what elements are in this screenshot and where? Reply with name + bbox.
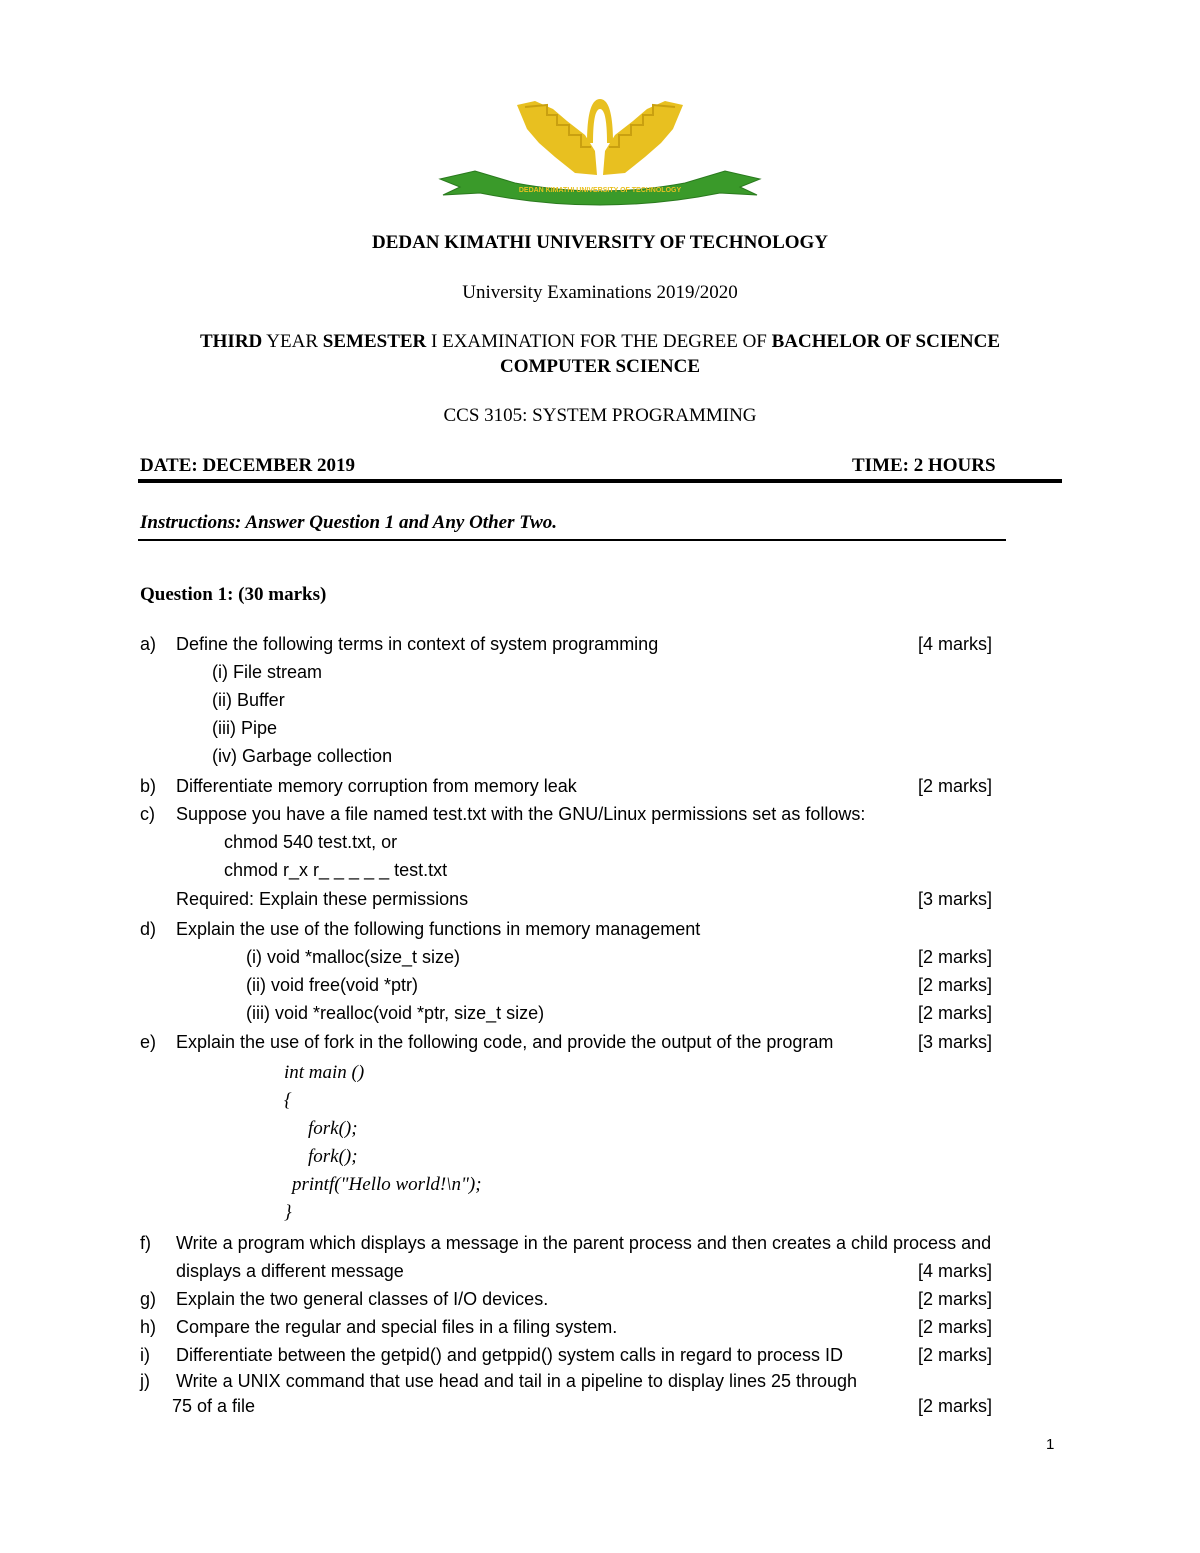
page-number: 1 [1046,1436,1055,1453]
q-d-letter: d) [140,919,157,939]
q-c-letter: c) [140,804,155,824]
q-a-letter: a) [140,634,157,654]
q-c-command-1: chmod 540 test.txt, or [224,832,398,852]
exam-date: DATE: DECEMBER 2019 [140,455,355,476]
code-line: fork(); [308,1146,358,1167]
q-e-letter: e) [140,1032,157,1052]
code-line: printf("Hello world!\n"); [292,1174,482,1195]
code-line: int main () [284,1062,365,1083]
q-h-letter: h) [140,1317,157,1337]
q-d-text: Explain the use of the following functions in memory management [176,919,701,939]
exam-session: University Examinations 2019/2020 [462,282,738,303]
q-h-marks: [2 marks] [918,1317,993,1337]
q-e-marks: [3 marks] [918,1032,993,1052]
course-title: CCS 3105: SYSTEM PROGRAMMING [443,405,757,426]
q-a-text: Define the following terms in context of system programming [176,634,659,654]
q-h-text: Compare the regular and special files in a filing system. [176,1317,618,1337]
q-b-marks: [2 marks] [918,776,993,796]
q-d-item: (ii) void free(void *ptr) [246,975,419,995]
q-i-marks: [2 marks] [918,1345,993,1365]
q-c-text: Suppose you have a file named test.txt with the GNU/Linux permissions set as follows: [176,804,866,824]
q-a-item: (i) File stream [212,662,323,682]
q-g-text: Explain the two general classes of I/O devices. [176,1289,549,1309]
q-g-marks: [2 marks] [918,1289,993,1309]
q-c-marks: [3 marks] [918,889,993,909]
q-j-text-1: Write a UNIX command that use head and tail in a pipeline to display lines 25 through [176,1371,858,1391]
q-e-text: Explain the use of fork in the following code, and provide the output of the program [176,1032,834,1052]
q-d-item-marks: [2 marks] [918,975,993,995]
q-j-marks: [2 marks] [918,1396,993,1416]
q-f-marks: [4 marks] [918,1261,993,1281]
q-b-text: Differentiate memory corruption from memory leak [176,776,577,796]
university-name: DEDAN KIMATHI UNIVERSITY OF TECHNOLOGY [371,232,829,253]
q-j-letter: j) [140,1371,150,1391]
q-i-text: Differentiate between the getpid() and getppid() system calls in regard to process ID [176,1345,844,1365]
instructions-divider [138,539,1006,541]
degree-part-2: YEAR [262,331,323,352]
q-a-item: (iii) Pipe [212,718,278,738]
q-d-item: (i) void *malloc(size_t size) [246,947,461,967]
q-d-item: (iii) void *realloc(void *ptr, size_t size) [246,1003,545,1023]
q-f-letter: f) [140,1233,151,1253]
degree-part-5: BACHELOR OF SCIENCE [771,331,1001,352]
code-line: { [284,1090,292,1111]
degree-line-1 [0,331,1200,353]
q-c-command-2: chmod r_x r_ _ _ _ _ test.txt [224,860,448,880]
q-c-required: Required: Explain these permissions [176,889,469,909]
degree-part-1: THIRD [199,331,263,352]
q-a-item: (iv) Garbage collection [212,746,393,766]
degree-part-4: I EXAMINATION FOR THE DEGREE OF [426,331,772,352]
instructions: Instructions: Answer Question 1 and Any Other Two. [140,512,558,533]
code-line: fork(); [308,1118,358,1139]
logo-center-arch [587,99,613,143]
logo-left-wing [517,101,597,175]
q-d-item-marks: [2 marks] [918,1003,993,1023]
university-logo [435,95,765,213]
q-a-marks: [4 marks] [918,634,993,654]
q-f-text-2: displays a different message [176,1261,404,1281]
q-f-text-1: Write a program which displays a message in the parent process and then creates a child process and [176,1233,992,1253]
logo-right-wing [603,101,683,175]
logo-ribbon-text: DEDAN KIMATHI UNIVERSITY OF TECHNOLOGY [518,187,682,194]
question-1-heading: Question 1: (30 marks) [140,584,327,605]
q-j-text-2: 75 of a file [172,1396,256,1416]
q-d-item-marks: [2 marks] [918,947,993,967]
header-divider [138,479,1062,483]
q-a-item: (ii) Buffer [212,690,285,710]
q-b-letter: b) [140,776,157,796]
q-i-letter: i) [140,1345,150,1365]
code-line: } [284,1202,292,1223]
degree-line-2: COMPUTER SCIENCE [499,356,701,377]
exam-time: TIME: 2 HOURS [852,455,996,476]
degree-part-3: SEMESTER [322,331,427,352]
q-g-letter: g) [140,1289,157,1309]
